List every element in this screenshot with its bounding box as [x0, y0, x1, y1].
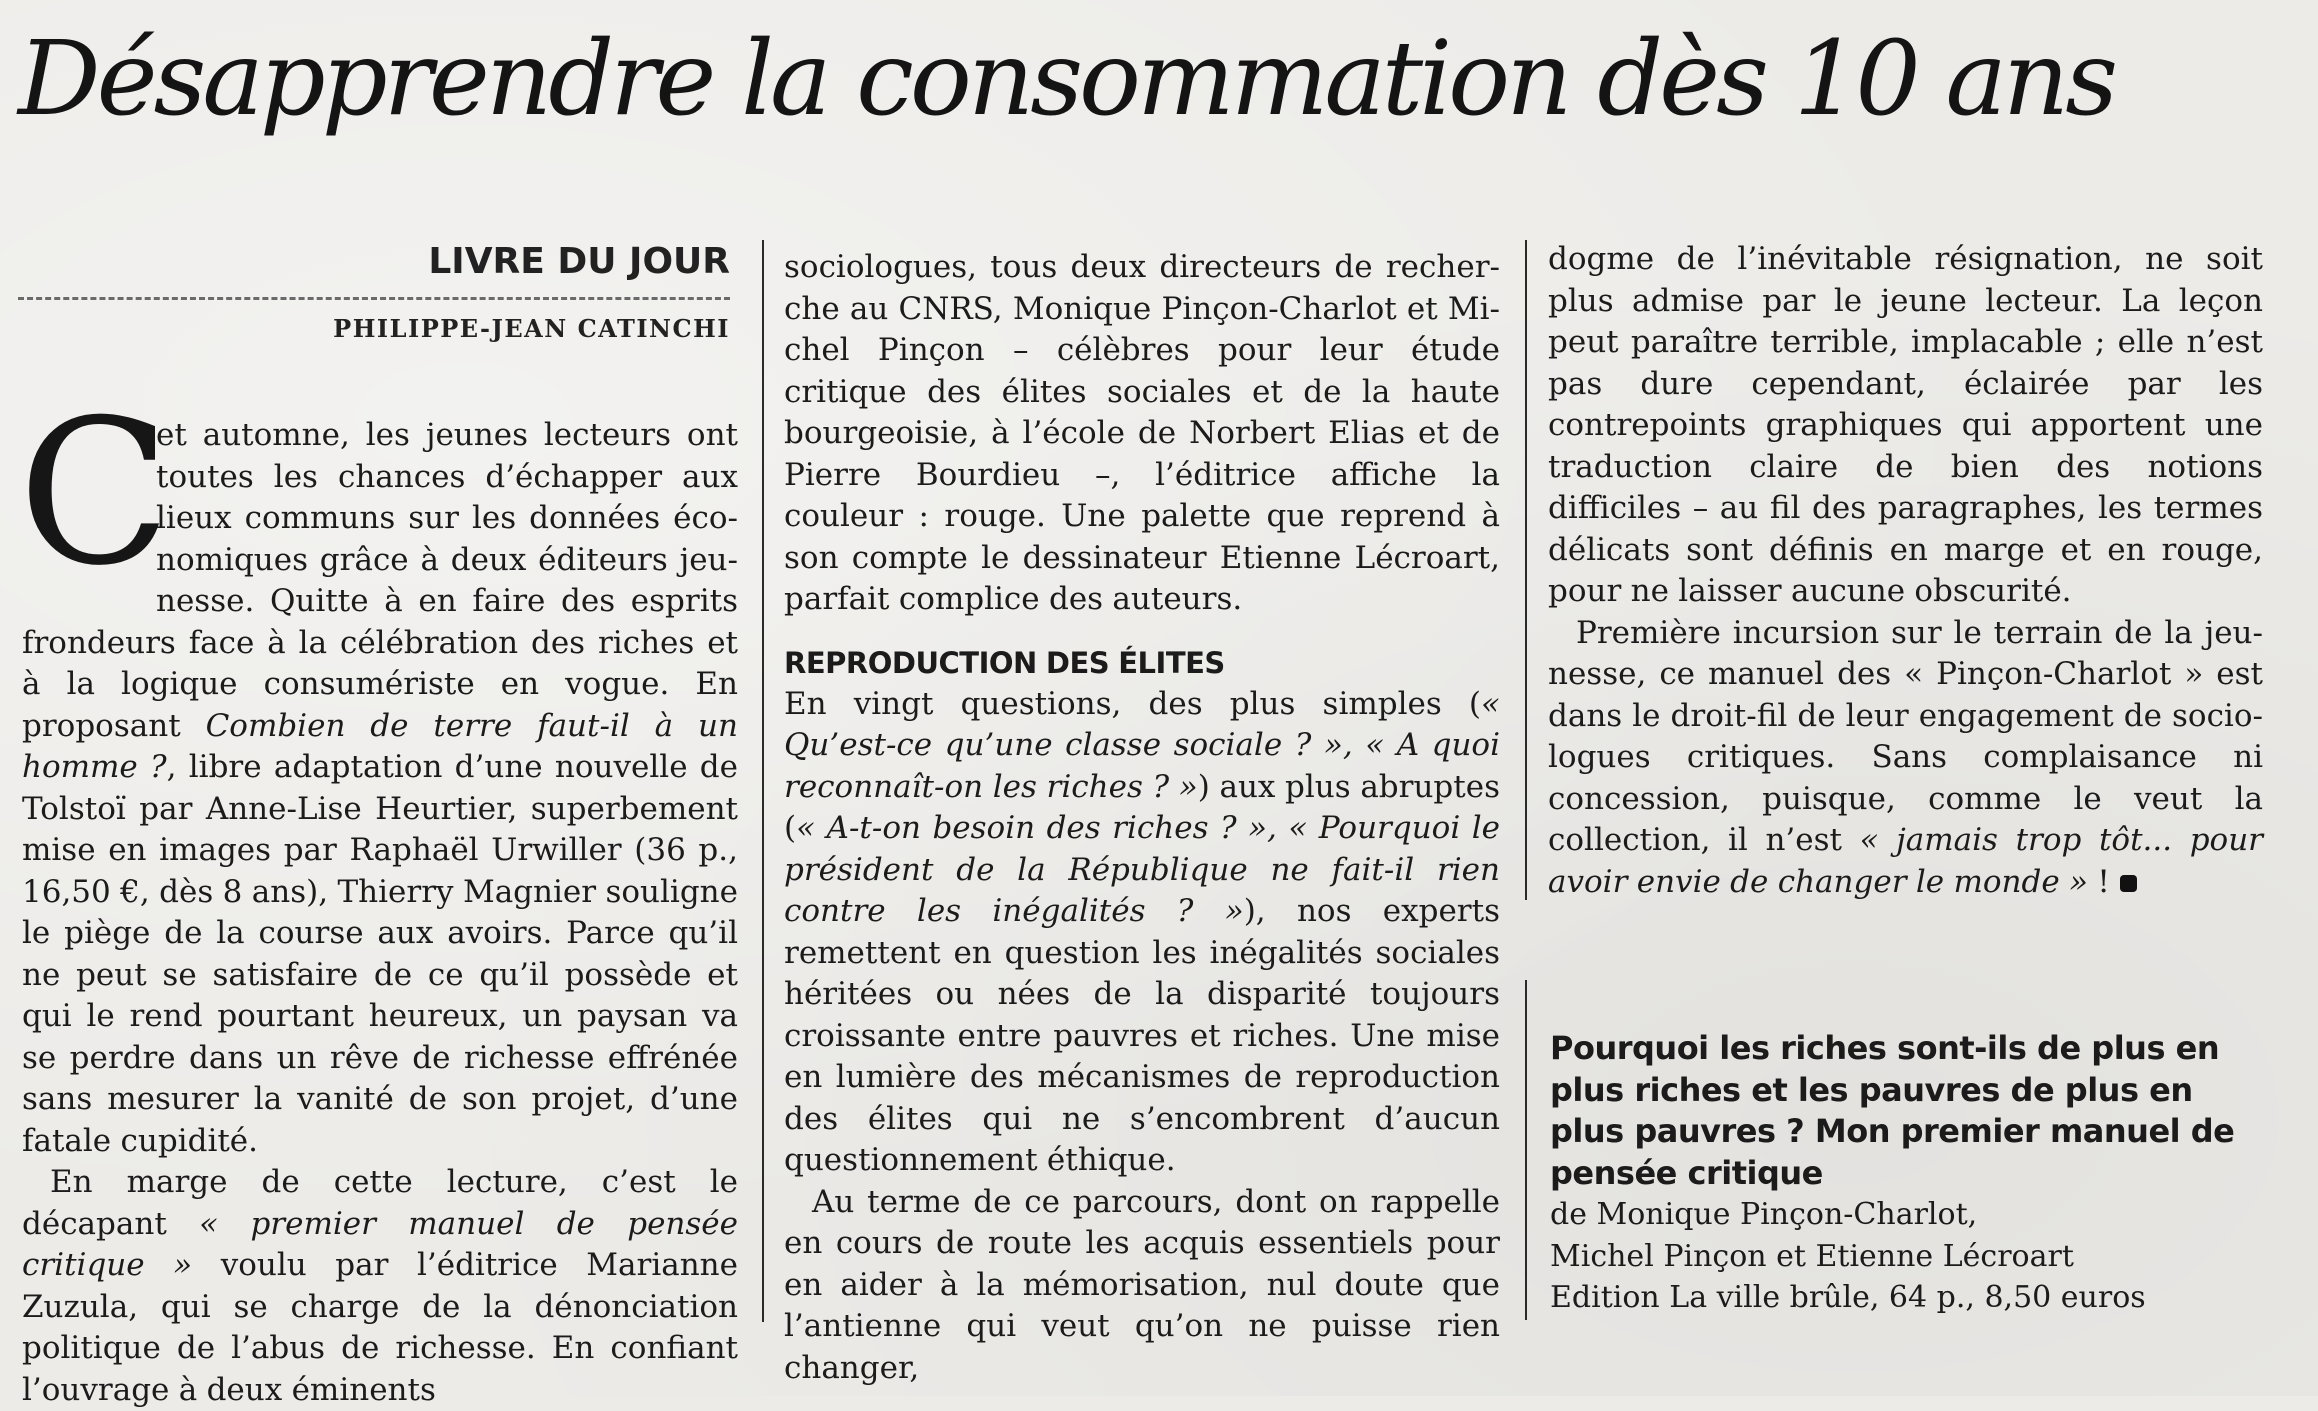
- paragraph: En vingt questions, des plus simples (« Qu’est-ce qu’une classe sociale ? », « A quoi reconnaît-on les riches ? ») aux plus abruptes (« A-t-on besoin des riches ? », « Pourquoi le président de la République ne fait-il rien contre les inégalités ? »), nos experts remettent en question les inégalités sociales héritées ou nées de la disparité toujours croissante entre pauvres et riches. Une mise en lumière des mécanismes de reproduction des élites qui ne s’encombrent d’aucun questionnement éthique.: [784, 685, 1500, 1178]
- quote-italic: « premier manuel de pensée critique »: [22, 1205, 738, 1283]
- section-rubric: LIVRE DU JOUR: [428, 241, 730, 282]
- subheading: REPRODUCTION DES ÉLITES: [784, 645, 1225, 680]
- book-publisher: Edition La ville brûle, 64 p., 8,50 euros: [1550, 1280, 2146, 1315]
- end-of-article-mark-icon: [2120, 875, 2137, 892]
- article-column-1: [18, 377, 738, 1411]
- column-divider: [1525, 980, 1527, 1320]
- column-divider: [1525, 240, 1527, 900]
- book-authors: de Monique Pinçon-Charlot,: [1550, 1197, 1978, 1232]
- article-column-2: [784, 247, 1500, 1389]
- quote-italic: « Qu’est-ce qu’une classe sociale ? », « A quoi reconnaît-on les riches ? »: [784, 685, 1500, 805]
- article-column-3: [1548, 239, 2263, 903]
- book-authors: Michel Pinçon et Etienne Lécroart: [1550, 1238, 2074, 1274]
- quote-italic: « jamais trop tôt... pour avoir envie de changer le monde »: [1548, 822, 2263, 900]
- paragraph: et automne, les jeunes lecteurs ont toutes les chances d’échapper aux lieux communs sur les données économiques grâce à deux éditeurs jeunesse. Quitte à en faire des esprits frondeurs face à la célébration des riches et à la logique consumériste en vogue. En proposant Combien de terre faut-il à un homme ?, libre adaptation d’une nouvelle de Tolstoï par Anne-Lise Heurtier, superbement mise en images par Raphaël Urwiller (36 p., 16,50 €, dès 8 ans), Thierry Magnier souligne le piège de la course aux avoirs. Parce qu’il ne peut se satisfaire de ce qu’il possède et qui le rend pourtant heureux, un paysan va se perdre dans un rêve de richesse effrénée sans mesurer la vanité de son projet, d’une fatale cupidité.: [22, 417, 738, 1159]
- book-title-italic: Combien de terre faut-il à un homme ?: [22, 707, 738, 785]
- paragraph: En marge de cette lecture, c’est le décapant « premier manuel de pensée critique » voulu par l’éditrice Marianne Zuzula, qui se charge de la dénonciation politique de l’abus de richesse. En confiant l’ouvrage à deux éminents: [22, 1164, 738, 1408]
- article-headline: Désapprendre la consommation dès 10 ans: [18, 19, 2115, 139]
- paragraph: Au terme de ce parcours, dont on rappelle en cours de route les acquis essentiels pour en aider à la mémorisation, nul doute que l’antienne qui veut qu’on ne puisse rien changer,: [784, 1183, 1500, 1386]
- quote-italic: « A-t-on besoin des riches ? », « Pourquoi le président de la République ne fait-il rien contre les inégalités ? »: [784, 810, 1500, 929]
- rubric-divider: [18, 297, 730, 300]
- paragraph: dogme de l’inévitable résignation, ne soit plus admise par le jeune lecteur. La leçon peut paraître terrible, implacable ; elle n’est pas dure cependant, éclairée par les contrepoints graphiques qui apportent une traduction claire de bien des notions difficiles – au fil des paragraphes, les termes délicats sont définis en marge et en rouge, pour ne laisser aucune obscurité.: [1548, 241, 2263, 609]
- book-info-box: [1550, 1028, 2265, 1319]
- drop-cap: C: [18, 377, 172, 610]
- paragraph: Première incursion sur le terrain de la jeunesse, ce manuel des « Pinçon-Charlot » est dans le droit-fil de leur engagement de sociologues critiques. Sans complaisance ni concession, puisque, comme le veut la collection, il n’est « jamais trop tôt... pour avoir envie de changer le monde » !: [1548, 614, 2263, 900]
- paragraph: sociologues, tous deux directeurs de recherche au CNRS, Monique Pinçon-Charlot et Michel Pinçon – célèbres pour leur étude critique des élites sociales et de la haute bourgeoisie, à l’école de Norbert Elias et de Pierre Bourdieu –, l’éditrice affiche la couleur : rouge. Une palette que reprend à son compte le dessinateur Etienne Lécroart, parfait complice des auteurs.: [784, 249, 1500, 617]
- book-title: Pourquoi les riches sont-ils de plus en plus riches et les pauvres de plus en plus pauvres ? Mon premier manuel de pensée critique: [1550, 1029, 2235, 1192]
- column-divider: [762, 240, 764, 1322]
- author-byline: PHILIPPE-JEAN CATINCHI: [333, 314, 730, 343]
